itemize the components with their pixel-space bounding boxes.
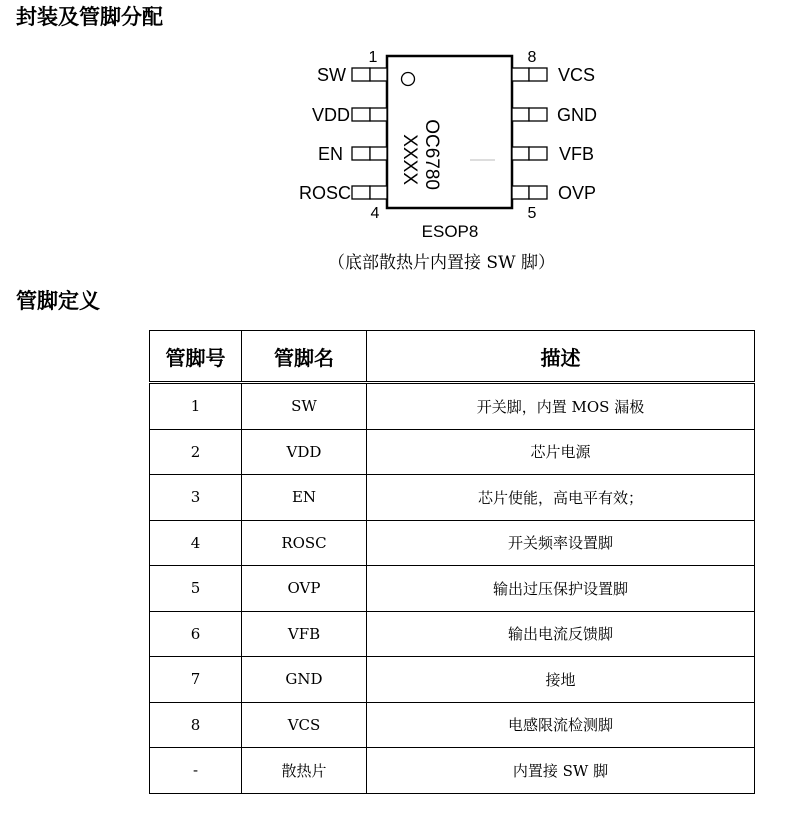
pin-lead-4 <box>352 186 370 199</box>
pin-label-right: VCS <box>558 65 596 85</box>
pin-lead-8 <box>529 68 547 81</box>
cell-pin-number: - <box>150 748 242 794</box>
pin-number-1: 1 <box>368 49 378 66</box>
section-title-pin-definition: 管脚定义 <box>16 289 100 313</box>
pin-lead-3 <box>352 147 370 160</box>
header-pin-name: 管脚名 <box>242 331 367 383</box>
pin-lead-4-inner <box>370 186 387 199</box>
pin-label-right: VFB <box>559 144 595 164</box>
pin-number-5: 5 <box>527 205 537 222</box>
cell-pin-number: 2 <box>150 429 242 475</box>
pin-label-right: GND <box>557 105 597 125</box>
package-caption: （底部散热片内置接 SW 脚） <box>328 253 555 273</box>
table-row <box>150 566 755 612</box>
cell-pin-name: ROSC <box>242 520 367 566</box>
package-name: ESOP8 <box>421 222 479 241</box>
pin-lead-7-inner <box>512 108 529 121</box>
cell-description: 开关频率设置脚 <box>367 520 755 566</box>
table-row <box>150 611 755 657</box>
chip-marking-lot: XXXX <box>399 134 420 185</box>
header-pin-number: 管脚号 <box>150 331 242 383</box>
pin-lead-6-inner <box>512 147 529 160</box>
chip-marking-part: OC6780 <box>421 119 442 190</box>
pin-label-left: VDD <box>311 105 350 125</box>
pin-lead-3-inner <box>370 147 387 160</box>
table-row <box>150 748 755 794</box>
cell-description: 芯片使能，高电平有效； <box>367 475 755 521</box>
cell-pin-number: 7 <box>150 657 242 703</box>
cell-description: 输出过压保护设置脚 <box>367 566 755 612</box>
pin-label-left: SW <box>317 65 346 85</box>
header-description: 描述 <box>367 331 755 383</box>
cell-pin-name: GND <box>242 657 367 703</box>
cell-description: 电感限流检测脚 <box>367 702 755 748</box>
pin-number-8: 8 <box>527 49 537 66</box>
table-row <box>150 702 755 748</box>
cell-pin-name: VFB <box>242 611 367 657</box>
pin-lead-5 <box>529 186 547 199</box>
cell-pin-name: 散热片 <box>242 748 367 794</box>
pin-lead-2 <box>352 108 370 121</box>
cell-pin-name: SW <box>242 383 367 430</box>
pin-label-left: EN <box>317 144 343 164</box>
cell-pin-name: OVP <box>242 566 367 612</box>
cell-pin-name: VCS <box>242 702 367 748</box>
cell-pin-number: 1 <box>150 383 242 430</box>
pin-definition-table <box>149 330 755 794</box>
cell-pin-name: VDD <box>242 429 367 475</box>
chip-body <box>387 56 512 208</box>
pin-label-left: ROSC <box>298 183 351 203</box>
table-row <box>150 429 755 475</box>
table-row <box>150 520 755 566</box>
cell-pin-number: 4 <box>150 520 242 566</box>
cell-description: 输出电流反馈脚 <box>367 611 755 657</box>
cell-description: 内置接 SW 脚 <box>367 748 755 794</box>
cell-pin-number: 3 <box>150 475 242 521</box>
cell-pin-number: 6 <box>150 611 242 657</box>
pin-lead-8-inner <box>512 68 529 81</box>
pin-lead-7 <box>529 108 547 121</box>
cell-description: 芯片电源 <box>367 429 755 475</box>
cell-pin-number: 8 <box>150 702 242 748</box>
pin-label-right: OVP <box>558 183 597 203</box>
pin-lead-1-inner <box>370 68 387 81</box>
table-row <box>150 657 755 703</box>
pin-lead-5-inner <box>512 186 529 199</box>
table-row <box>150 383 755 430</box>
cell-pin-name: EN <box>242 475 367 521</box>
pin-lead-6 <box>529 147 547 160</box>
table-row <box>150 475 755 521</box>
pin-lead-2-inner <box>370 108 387 121</box>
section-title-package: 封装及管脚分配 <box>16 5 163 29</box>
pin-number-4: 4 <box>370 205 380 222</box>
cell-description: 接地 <box>367 657 755 703</box>
pin-lead-1 <box>352 68 370 81</box>
cell-description: 开关脚，内置 MOS 漏极 <box>367 383 755 430</box>
cell-pin-number: 5 <box>150 566 242 612</box>
table-header-row <box>150 331 755 383</box>
esop8-package-diagram <box>280 40 597 245</box>
